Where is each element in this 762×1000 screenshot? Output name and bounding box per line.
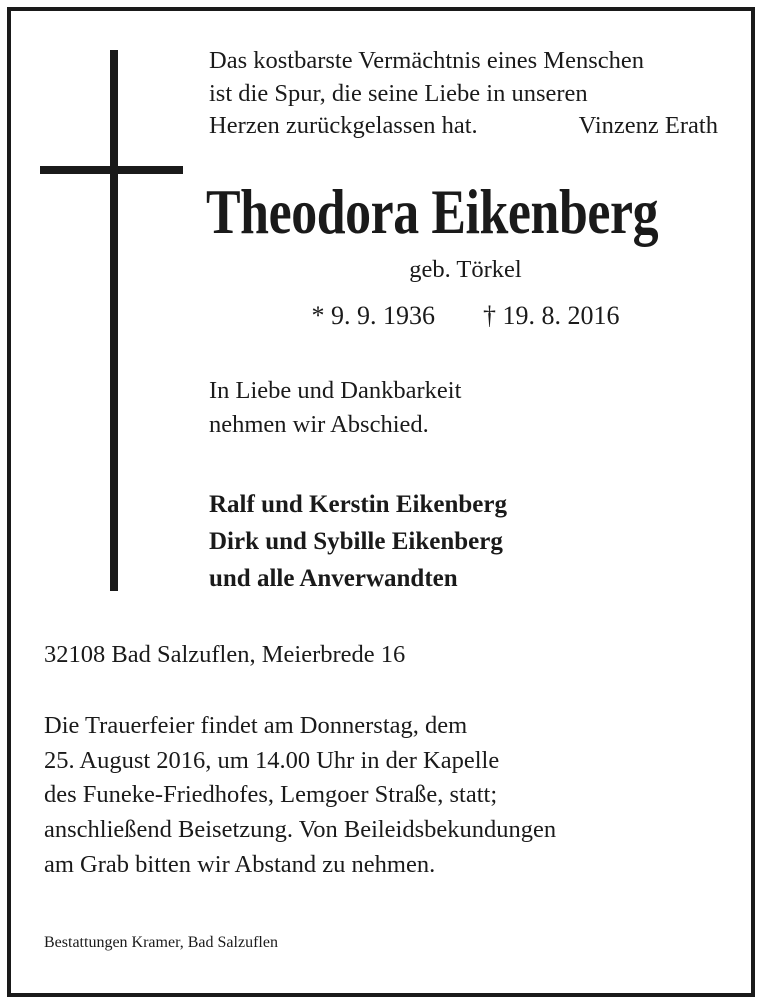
birth-date: * 9. 9. 1936 [311,301,435,330]
birth-name: geb. Törkel [409,256,522,283]
quote-line: ist die Spur, die seine Liebe in unseren [209,79,588,107]
service-line: am Grab bitten wir Abstand zu nehmen. [44,850,436,878]
farewell-text [209,374,461,442]
deceased-name: Theodora Eikenberg [206,176,659,247]
undertaker-credit: Bestattungen Kramer, Bad Salzuflen [44,934,278,951]
quote-author: Vinzenz Erath [578,112,718,139]
farewell-line: In Liebe und Dankbarkeit [209,377,462,404]
service-line: Die Trauerfeier findet am Donnerstag, dem [44,712,468,739]
quote-line: Das kostbarste Vermächtnis eines Menschen [209,47,644,74]
farewell-line: nehmen wir Abschied. [209,411,429,438]
quote-line: Herzen zurückgelassen hat. [209,112,478,139]
death-date: † 19. 8. 2016 [483,301,620,330]
service-line: des Funeke-Friedhofes, Lemgoer Straße, statt; [44,781,498,809]
mourners-list [209,486,507,597]
life-dates [209,298,722,334]
funeral-service-info [44,709,556,883]
cross-symbol-vertical [110,50,118,591]
service-line: anschließend Beisetzung. Von Beileidsbekundungen [44,816,557,844]
cross-symbol-horizontal [40,166,183,174]
family-address: 32108 Bad Salzuflen, Meierbrede 16 [44,641,406,668]
mourner-line: Dirk und Sybille Eikenberg [209,528,503,555]
memorial-quote [209,45,721,143]
service-line: 25. August 2016, um 14.00 Uhr in der Kapelle [44,746,500,774]
mourner-line: Ralf und Kerstin Eikenberg [209,491,507,518]
quote-last-line [209,110,718,143]
mourner-line: und alle Anverwandten [209,565,458,592]
